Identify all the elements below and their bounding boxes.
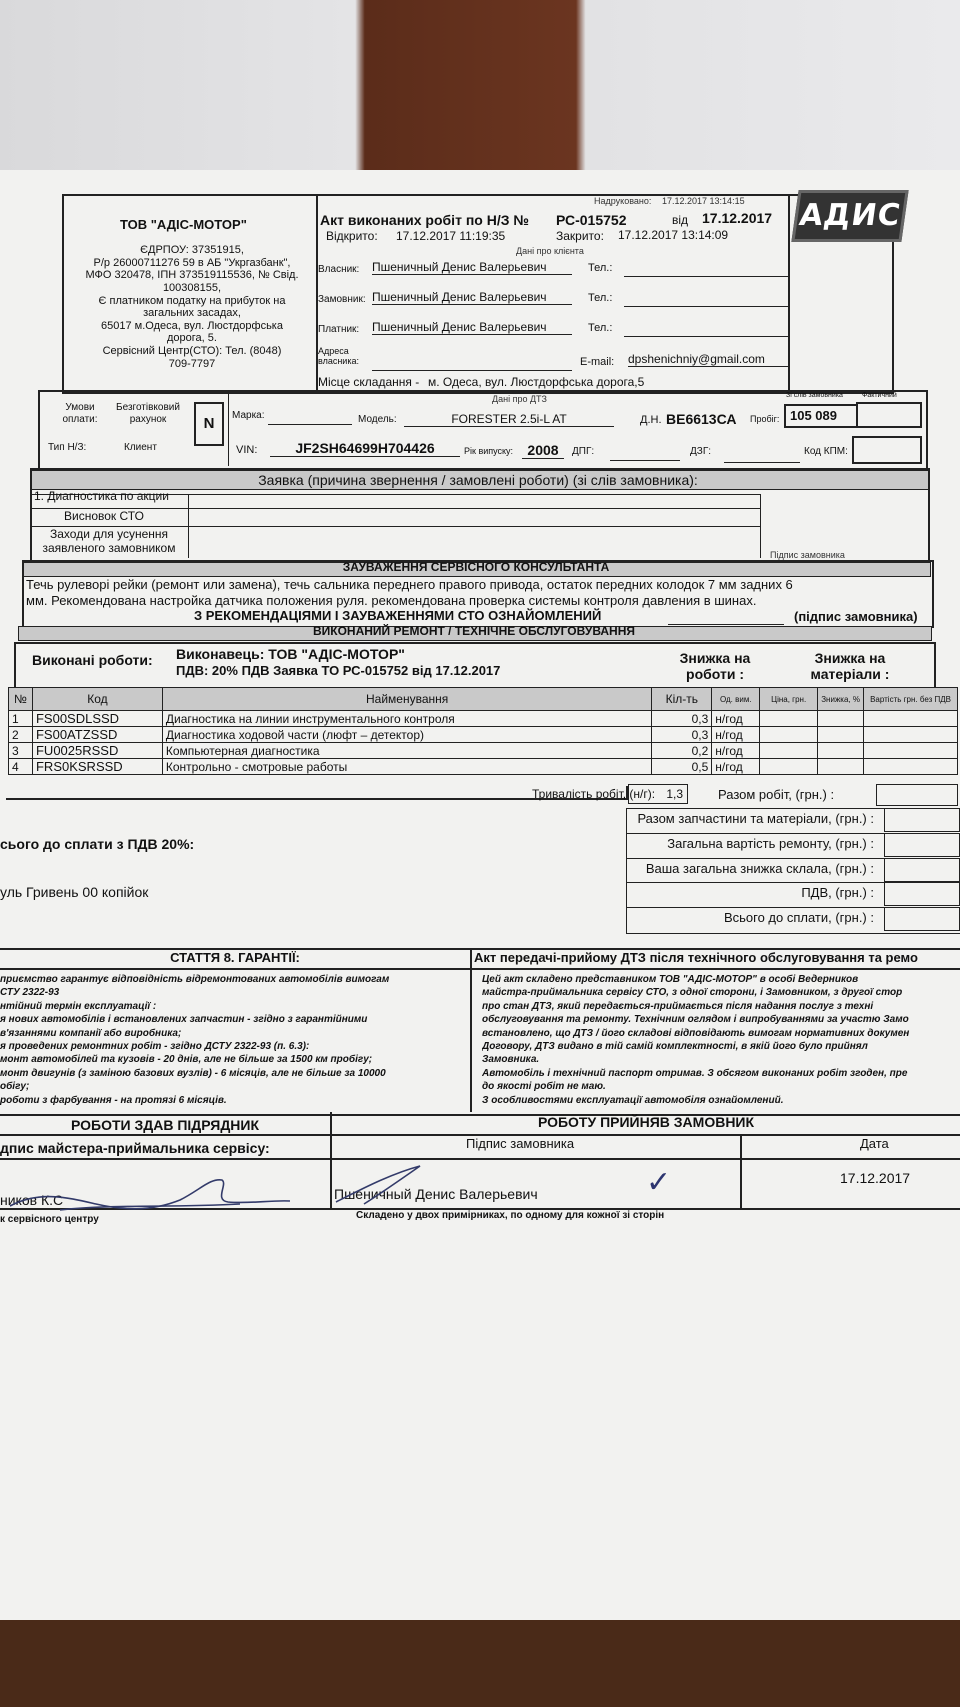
totals-label-warehouse-discount-label: Ваша загальна знижка склала, (грн.) : [645,860,874,876]
text-line: майстра-приймальника сервісу СТО, з одної сторони, і Замовником, з другої стор [482,987,903,999]
text-line: Замовника. [482,1054,540,1066]
service-center-label: к сервісного центру [0,1214,99,1225]
works-table [8,687,958,775]
customer-name: Пшеничный Денис Валерьевич [334,1186,538,1202]
act-date: 17.12.2017 [702,210,773,226]
warranty-text [0,973,468,1107]
dpg-value [610,446,680,461]
customer-value: Пшеничный Денис Валерьевич [372,290,572,305]
cell-empty [818,727,864,743]
order-type-label: Тип Н/З: [48,442,87,453]
text-line: СТУ 2322-93 [0,987,60,999]
consultant-ack-sign: (підпис замовника) [794,609,918,624]
act-from-label: від [672,213,689,227]
consultant-ack-sign-line [668,612,784,625]
copies-note: Складено у двох примірниках, по одному для кожної зі сторін [356,1210,665,1221]
text-line: про стан ДТЗ, який передається-приймається після надання послуг з техні [482,1000,874,1012]
printed-label: Надруковано: [594,196,652,206]
cell-n: 4 [9,759,33,775]
cell-unit: н/год [712,727,760,743]
column-header: № [9,688,33,711]
cell-name: Компьютерная диагностика [162,743,651,759]
act-number: РС-015752 [556,212,627,228]
opened-at: 17.12.2017 11:19:35 [396,229,506,243]
master-sign-label: дпис майстера-приймальника сервісу: [0,1140,270,1156]
totals-value-cell [884,882,960,906]
cell-code: FS00ATZSSD [32,727,162,743]
totals-value-cell [884,907,960,931]
works-performer: Виконавець: ТОВ "АДІС-МОТОР" [176,646,405,662]
column-header: Вартість грн. без ПДВ [864,688,958,711]
plate-label: Д.Н. [640,414,662,426]
consultant-text-line2: мм. Рекомендована настройка датчика положения руля. рекомендована проверка системы контроля давления в шинах. [26,593,757,608]
owner-label: Власник: [318,264,360,275]
cell-empty [760,727,818,743]
cell-empty [760,743,818,759]
mileage-value: 105 089 [784,404,858,428]
master-signature [0,1160,330,1220]
amount-in-words: уль Гривень 00 копійок [0,884,149,900]
works-title: ВИКОНАНИЙ РЕМОНТ / ТЕХНІЧНЕ ОБСЛУГОВУВАННЯ [312,624,636,638]
total-works-label: Разом робіт, (грн.) : [718,787,835,802]
text-line: обслуговування та ремонту. Технічним оглядом і випробуваннями за участю Замо [482,1014,909,1026]
customer-phone-value [624,292,788,307]
model-value: FORESTER 2.5i-L AT [404,412,614,427]
handover-text [482,973,960,1107]
cell-empty [864,759,958,775]
customer-sign-label: Підпис замовника [466,1136,575,1151]
cell-unit: н/год [712,759,760,775]
vin-label: VIN: [236,444,258,456]
mileage-actual-label: Фактичний [862,392,897,399]
dzg-label: ДЗГ: [690,446,712,457]
cell-qty: 0,5 [652,759,712,775]
cell-empty [864,727,958,743]
table-row [9,743,958,759]
cell-code: FU0025RSSD [32,743,162,759]
place-label: Місце складання - [318,375,420,389]
cell-empty [760,759,818,775]
works-vat-line: ПДВ: 20% ПДВ Заявка ТО РС-015752 від 17.12.2017 [176,663,501,678]
cell-empty [760,711,818,727]
payer-label: Платник: [318,324,360,335]
model-label: Модель: [358,414,397,425]
works-done-label: Виконані роботи: [32,652,153,668]
vin-value: JF2SH64699H704426 [270,440,460,457]
customer-check-mark: ✓ [646,1165,672,1200]
cell-name: Диагностика на линии инструментального контроля [162,711,651,727]
consultant-ack: З РЕКОМЕНДАЦІЯМИ І ЗАУВАЖЕННЯМИ СТО ОЗНАЙОМЛЕНИЙ [194,608,602,623]
cell-qty: 0,3 [652,727,712,743]
works-table-header [9,688,958,711]
measures-label: Заходи для усунення заявленого замовником [42,527,176,555]
table-row [9,727,958,743]
column-header: Од. вим. [712,688,760,711]
order-flag: N [194,402,224,446]
closed-at: 17.12.2017 13:14:09 [618,228,729,242]
cell-unit: н/год [712,743,760,759]
date-label: Дата [860,1136,889,1151]
text-line: монт двигунів (з заміною базових вузлів) - 6 місяців, але не більше за 10000 [0,1067,386,1079]
text-line: в'язаннями компанії або виробника; [0,1027,182,1039]
table-row [9,711,958,727]
company-detail-line: Р/р 26000711276 59 в АБ "Укргазбанк", [93,256,291,269]
client-section-label: Дані про клієнта [516,246,584,256]
text-line: З особливостями експлуатації автомобіля ознайомлений. [482,1094,784,1106]
totals-value-cell [884,858,960,882]
mileage-customer-label: Зі слів замовника [786,392,843,399]
dpg-label: ДПГ: [572,446,595,457]
cell-code: FRS0KSRSSD [32,759,162,775]
column-header: Кіл-ть [652,688,712,711]
totals-label-grand-total-label: Всього до сплати, (грн.) : [723,910,874,926]
handover-title: Акт передачі-прийому ДТЗ після технічного обслуговування та ремо [474,950,918,965]
cell-unit: н/год [712,711,760,727]
totals-label-repair-total-label: Загальна вартість ремонту, (грн.) : [667,835,874,851]
place-value: м. Одеса, вул. Люстдорфська дорога,5 [428,375,645,389]
payer-value: Пшеничный Денис Валерьевич [372,320,572,335]
text-line: Автомобіль і технічний паспорт отримав. З обсягом виконаних робіт згоден, пре [482,1067,908,1079]
cell-code: FS00SDLSSD [32,711,162,727]
cell-empty [818,759,864,775]
background-desk-bottom [0,1620,960,1707]
totals-value-cell [884,833,960,857]
owner-phone-label: Тел.: [588,262,613,274]
make-label: Марка: [232,410,265,421]
cell-name: Контрольно - смотровые работы [162,759,651,775]
email-value: dpshenichniy@gmail.com [628,352,788,367]
owner-value: Пшеничный Денис Валерьевич [372,260,572,275]
company-detail-line: Сервісний Центр(СТО): Тел. (8048) [102,345,282,358]
table-row [9,759,958,775]
company-detail-line: дорога, 5. [167,332,217,345]
year-label: Рік випуску: [464,446,514,456]
text-line: нтійний термін експлуатації : [0,1000,157,1012]
cell-n: 3 [9,743,33,759]
contractor-title: РОБОТИ ЗДАВ ПІДРЯДНИК [70,1117,260,1133]
cell-qty: 0,3 [652,711,712,727]
consultant-text-line1: Течь рулеворі рейки (ремонт или замена), течь сальника переднего правого привода, остаток передних колодок 7 мм задних 6 [26,577,793,592]
column-header: Ціна, грн. [760,688,818,711]
kpm-label: Код КПМ: [804,446,848,457]
printed-at: 17.12.2017 13:14:15 [662,196,745,206]
text-line: до якості робіт не маю. [482,1081,606,1093]
company-detail-line: Є платником податку на прибуток на [98,294,286,307]
opened-label: Відкрито: [326,229,378,243]
owner-phone-value [624,262,788,277]
year-value: 2008 [522,442,564,459]
request-title: Заявка (причина звернення / замовлені роботи) (зі слів замовника): [258,472,698,488]
total-works-value [876,784,958,806]
company-detail-line: МФО 320478, ІПН 373519115536, № Свід. [85,269,299,282]
request-item: 1. Диагностика по акции [34,489,169,503]
closed-label: Закрито: [556,229,604,243]
duration-value: 1,3 [628,784,688,804]
cell-empty [864,711,958,727]
cell-empty [818,743,864,759]
cell-empty [818,711,864,727]
payer-phone-value [624,322,788,337]
text-line: я проведених ремонтних робіт - згідно ДСТУ 2322-93 (п. 6.3): [0,1041,310,1053]
text-line: встановлено, що ДТЗ / його складові відповідають вимогам нормативних докумен [482,1027,910,1039]
company-detail-line: загальних засадах, [143,307,241,320]
text-line: монт автомобілей та кузовів - 20 днів, але не більше за 1500 км пробігу; [0,1054,373,1066]
column-header: Найменування [162,688,651,711]
customer-label: Замовник: [318,294,366,305]
mileage-label: Пробіг: [750,414,780,424]
request-customer-sign-label: Підпис замовника [770,550,845,560]
company-detail-line: 709-7797 [168,357,216,370]
order-type-value: Клиент [124,442,157,453]
cell-n: 2 [9,727,33,743]
cell-empty [864,743,958,759]
company-detail-line: ЄДРПОУ: 37351915, [140,244,244,256]
duration-label: Тривалість робіт, (н/г): [532,787,656,801]
discount-works: Знижка на роботи : [679,650,751,683]
kpm-value [852,436,922,464]
plate-value: ВЕ6613СА [666,411,737,427]
totals-label-parts-label: Разом запчастини та матеріали, (грн.) : [637,811,874,826]
address-value [372,356,572,371]
text-line: я нових автомобілів і встановлених запчастин - згідно з гарантійними [0,1014,368,1026]
discount-materials: Знижка на матеріали : [810,650,890,683]
email-label: E-mail: [580,356,615,368]
cell-qty: 0,2 [652,743,712,759]
master-name: ников К.С [0,1192,64,1208]
text-line: Цей акт складено представником ТОВ "АДІС-МОТОР" в особі Ведерников [482,974,859,985]
customer-phone-label: Тел.: [588,292,613,304]
make-value [268,410,352,425]
act-title: Акт виконаних робіт по Н/З № [320,212,529,228]
cell-name: Диагностика ходовой части (люфт – детектор) [162,727,651,743]
text-line: роботи з фарбування - на протязі 6 місяців. [0,1094,227,1106]
payment-terms-label: Умови оплати: [62,402,98,425]
dzg-value [724,448,800,463]
totals-label-vat-label: ПДВ, (грн.) : [801,885,874,901]
address-label: Адреса власника: [318,346,359,367]
company-detail-line: 65017 м.Одеса, вул. Люстдорфська [101,319,283,332]
cell-n: 1 [9,711,33,727]
consultant-title: ЗАУВАЖЕННЯ СЕРВІСНОГО КОНСУЛЬТАНТА [342,560,610,574]
customer-title: РОБОТУ ПРИЙНЯВ ЗАМОВНИК [537,1114,755,1130]
mileage-actual-value [856,402,922,428]
vehicle-section-label: Дані про ДТЗ [492,394,547,404]
text-line: Договору, ДТЗ видано в тій самій комплектності, в якій його було прийнял [482,1041,868,1053]
totals-value-cell [884,808,960,832]
company-details [70,244,314,370]
company-name: ТОВ "АДІС-МОТОР" [120,217,247,232]
sign-date: 17.12.2017 [840,1170,911,1186]
text-line: приємство гарантує відповідність відремонтованих автомобілів вимогам [0,974,390,985]
payer-phone-label: Тел.: [588,322,613,334]
warranty-title: СТАТТЯ 8. ГАРАНТІЇ: [170,950,300,965]
text-line: обігу; [0,1081,30,1093]
company-detail-line: 100308155, [162,281,222,294]
column-header: Код [32,688,162,711]
conclusion-label: Висновок СТО [64,509,144,523]
column-header: Знижка, % [818,688,864,711]
payment-terms-value: Безготівковий рахунок [116,402,180,425]
pay-with-vat-label: сього до сплати з ПДВ 20%: [0,836,195,852]
adis-logo: АДИС [791,190,908,242]
customer-signature [330,1160,450,1210]
